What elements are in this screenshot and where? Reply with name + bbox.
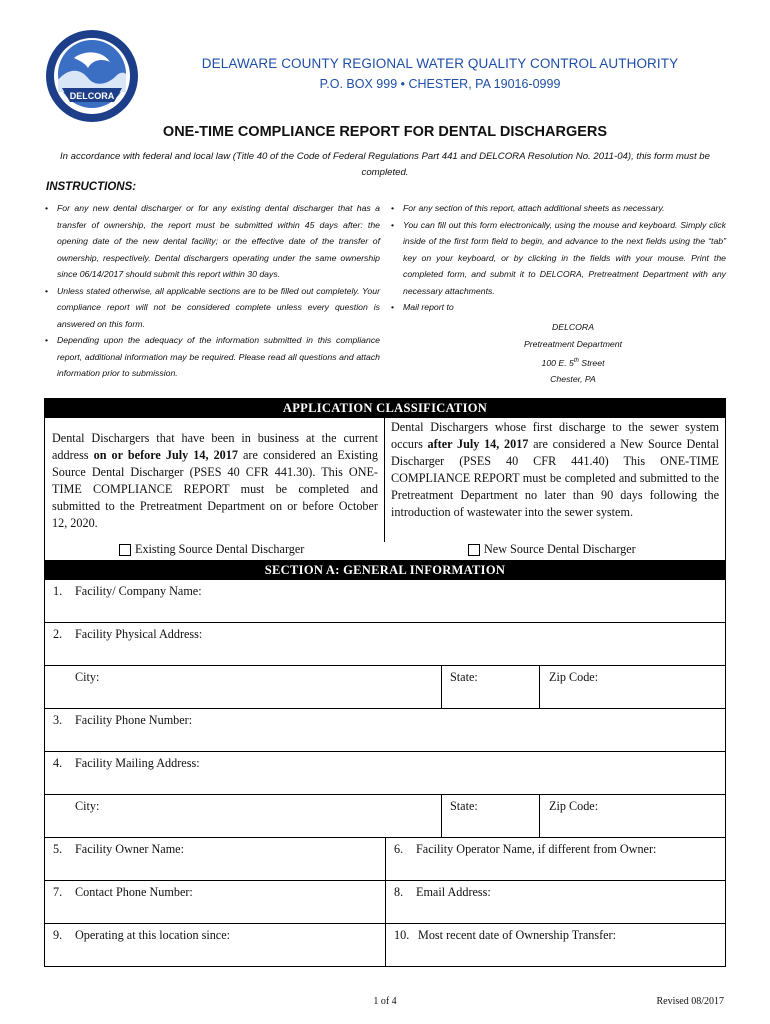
checkbox-icon[interactable] [468,544,480,556]
physical-address-label: Facility Physical Address: [75,627,203,641]
new-source-label: New Source Dental Discharger [484,542,636,556]
zip-label: Zip Code: [549,670,599,684]
contact-row [45,881,725,924]
instruction-item: • Unless stated otherwise, all applicable sections are to be filled out completely. Your compliance report will not be considered complete unless every question is answered on this form. [44,283,380,333]
physical-state-field[interactable] [441,666,540,708]
instructions-left-column [44,200,380,382]
mailing-state-field[interactable] [441,795,540,837]
dates-row [45,924,725,966]
mailing-address-row [45,752,725,795]
existing-source-checkbox[interactable] [119,542,304,557]
instruction-item: • For any section of this report, attach additional sheets as necessary. [390,200,726,217]
instruction-item: • Depending upon the adequacy of the information submitted in this compliance report, additional information may be required. Please read all questions and attach information prior to submission. [44,332,380,382]
zip-label: Zip Code: [549,799,599,813]
operating-since-label: Operating at this location since: [75,928,231,942]
section-a-heading: SECTION A: GENERAL INFORMATION [44,560,726,580]
mailing-city-field[interactable] [45,795,441,837]
mail-line: 100 E. 5th Street [541,357,605,368]
org-address: P.O. BOX 999 • CHESTER, PA 19016-0999 [319,77,561,91]
new-source-checkbox[interactable] [468,542,636,557]
divider [384,418,385,542]
logo-text: DELCORA [69,91,115,101]
city-label: City: [75,799,100,813]
facility-name-label: Facility/ Company Name: [75,584,202,598]
org-name: DELAWARE COUNTY REGIONAL WATER QUALITY CONTROL AUTHORITY [201,56,679,71]
email-field[interactable]: 8. Email Address: [385,881,726,923]
physical-address-field[interactable]: 2. Facility Physical Address: [53,627,203,641]
contact-phone-field[interactable]: 7. Contact Phone Number: [53,885,193,899]
facility-phone-field[interactable]: 3. Facility Phone Number: [53,713,193,727]
new-source-description: Dental Dischargers whose first discharge to the sewer system occurs after July 14, 2017 are considered a New Source Dental Discharger (PSES 40 CFR 441.40) This ONE-TIME COMPLIANCE REPORT must be completed and submitted to the Pretreatment Department no later than 90 days following the introduction of wastewater into the sewer system. [391,420,719,519]
page-title: ONE-TIME COMPLIANCE REPORT FOR DENTAL DISCHARGERS [162,124,608,140]
delcora-logo [44,28,140,124]
mailing-address-label: Facility Mailing Address: [75,756,200,770]
instruction-item: • You can fill out this form electronically, using the mouse and keyboard. Simply click inside of the first form field to begin, and advance to the next fields using the “tab” key on your keyboard, or by clicking in the fields with your mouse. Print the completed form, and submit it to DELCORA, Pretreatment Department with any necessary attachments. [390,217,726,300]
physical-address-row [45,623,725,666]
email-label: Email Address: [416,885,491,899]
mail-line: Chester, PA [550,374,596,385]
state-label: State: [450,670,478,684]
checkbox-icon[interactable] [119,544,131,556]
page-number: 1 of 4 [373,996,397,1007]
ownership-transfer-field[interactable]: 10. Most recent date of Ownership Transfer: [385,924,726,966]
physical-city-field[interactable] [45,666,441,708]
state-label: State: [450,799,478,813]
operating-since-field[interactable]: 9. Operating at this location since: [53,928,231,942]
instructions-right-column [390,200,726,388]
phone-row [45,709,725,752]
revision-date: Revised 08/2017 [656,996,724,1007]
application-classification-heading: APPLICATION CLASSIFICATION [44,398,726,418]
owner-operator-row [45,838,725,881]
existing-source-description: Dental Dischargers that have been in business at the current address on or before July 14, 2017 are considered an Existing Source Dental Discharger (PSES 40 CFR 441.30). This ONE-TIME COMPLIANCE REPORT must be completed and submitted to the Pretreatment Department on or before October 12, 2020. [52,431,378,530]
facility-phone-label: Facility Phone Number: [75,713,193,727]
operator-name-label: Facility Operator Name, if different from Owner: [416,842,657,856]
instruction-item: • Mail report to [390,299,726,316]
owner-name-label: Facility Owner Name: [75,842,184,856]
instruction-item: • For any new dental discharger or for any existing dental discharger that has a transfer of ownership, the report must be submitted within 45 days after: the opening date of the new dental facility; or the effective date of the transfer of ownership, respectively. Dental dischargers operating under the same ownership since 06/14/2017 should submit this report within 30 days. [44,200,380,283]
contact-phone-label: Contact Phone Number: [75,885,193,899]
mail-line: Pretreatment Department [523,338,623,349]
facility-name-row [45,580,725,623]
city-label: City: [75,670,100,684]
owner-name-field[interactable]: 5. Facility Owner Name: [53,842,184,856]
ownership-transfer-label: Most recent date of Ownership Transfer: [418,928,617,942]
mailing-address-block [390,319,726,389]
mailing-city-row [45,795,725,838]
mailing-address-field[interactable]: 4. Facility Mailing Address: [53,756,200,770]
application-classification-box [44,418,726,561]
mailing-zip-field[interactable] [539,795,726,837]
existing-source-label: Existing Source Dental Discharger [135,542,305,556]
physical-city-row [45,666,725,709]
instructions-heading: INSTRUCTIONS: [46,181,137,193]
operator-name-field[interactable]: 6. Facility Operator Name, if different from Owner: [385,838,726,880]
physical-zip-field[interactable] [539,666,726,708]
section-a-table [44,580,726,967]
mail-line: DELCORA [552,321,594,332]
page-subtitle: In accordance with federal and local law (Title 40 of the Code of Federal Regulations Part 441 and DELCORA Resolution No. 2011-04), this form must be completed. [60,151,710,178]
facility-name-field[interactable]: 1. Facility/ Company Name: [53,584,202,598]
